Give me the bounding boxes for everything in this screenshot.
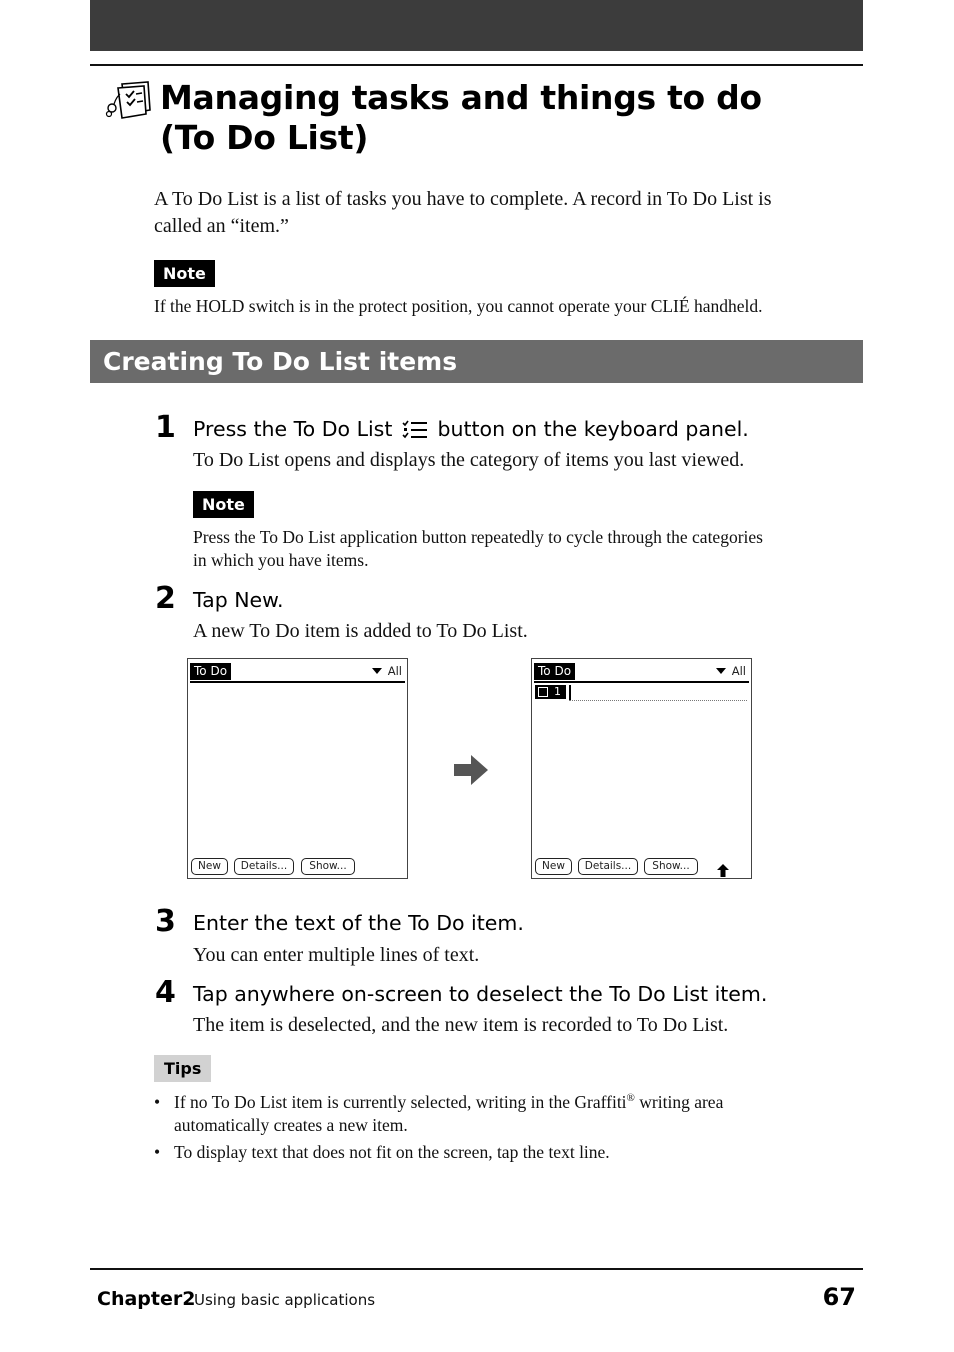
step-1-heading: [193, 415, 749, 446]
screen-before-tab[interactable]: To Do: [190, 663, 231, 680]
details-button[interactable]: Details...: [578, 858, 638, 875]
screen-after-category[interactable]: [716, 663, 746, 680]
step-1-note-line1: Press the To Do List application button repeatedly to cycle through the categories: [193, 527, 763, 547]
footer-chapter: Chapter2: [97, 1288, 196, 1310]
todo-item-priority[interactable]: 1: [554, 685, 561, 698]
tip-1-line2: automatically creates a new item.: [174, 1115, 408, 1135]
page-title-line2: (To Do List): [160, 118, 369, 157]
right-arrow-icon: [453, 754, 489, 791]
registered-mark: ®: [626, 1092, 635, 1105]
screen-before-title-bar: [190, 661, 405, 683]
step-1-note-text: [193, 526, 858, 572]
header-bar: [90, 0, 863, 51]
page-title-line1: Managing tasks and things to do: [160, 78, 762, 117]
todo-item-text-line[interactable]: [569, 700, 747, 701]
text-cursor: [569, 685, 571, 700]
new-button[interactable]: New: [191, 858, 228, 875]
step-number-2: 2: [155, 581, 176, 616]
screen-before-category[interactable]: [372, 663, 402, 680]
details-button[interactable]: Details...: [234, 858, 294, 875]
tip-item-1: [154, 1091, 844, 1139]
todo-list-button-icon: [402, 418, 428, 446]
step-number-4: 4: [155, 975, 176, 1010]
bullet-icon: •: [154, 1092, 161, 1112]
step-1-heading-before: Press the To Do List: [193, 417, 393, 441]
screen-before: [187, 658, 408, 879]
page-number: 67: [822, 1283, 856, 1311]
page-title: [160, 78, 820, 158]
dropdown-triangle-icon: [372, 668, 382, 674]
screen-after-category-label: All: [731, 664, 746, 678]
todo-list-app-icon: [104, 80, 154, 122]
todo-item-row[interactable]: [535, 685, 566, 699]
section-title: Creating To Do List items: [103, 347, 458, 376]
step-1-note-label: Note: [193, 491, 254, 518]
screen-before-category-label: All: [387, 664, 402, 678]
intro-paragraph: [154, 186, 854, 240]
tip-1-line1-after: writing area: [634, 1092, 724, 1112]
new-button[interactable]: New: [535, 858, 572, 875]
step-3-text: You can enter multiple lines of text.: [193, 944, 480, 966]
show-button[interactable]: Show...: [644, 858, 698, 875]
footer-rule: [90, 1268, 863, 1270]
step-1-text: To Do List opens and displays the category of items you last viewed.: [193, 449, 745, 471]
intro-line1: A To Do List is a list of tasks you have to complete. A record in To Do List is: [154, 188, 772, 210]
section-header: [90, 340, 863, 383]
step-1-note-line2: in which you have items.: [193, 550, 369, 570]
header-rule: [90, 64, 863, 66]
step-2-heading: Tap New.: [193, 588, 284, 612]
step-number-1: 1: [155, 410, 176, 445]
note-label: Note: [154, 260, 215, 287]
tip-1-line1-before: If no To Do List item is currently selected, writing in the Graffiti: [174, 1092, 627, 1112]
note-text: If the HOLD switch is in the protect position, you cannot operate your CLIÉ handheld.: [154, 296, 763, 316]
footer-section-title: Using basic applications: [194, 1291, 376, 1309]
dropdown-triangle-icon: [716, 668, 726, 674]
bullet-icon: •: [154, 1142, 161, 1162]
up-arrow-icon[interactable]: [717, 864, 729, 882]
screen-after: [531, 658, 752, 879]
step-4-text: The item is deselected, and the new item is recorded to To Do List.: [193, 1014, 729, 1036]
tip-item-2: [154, 1141, 844, 1165]
tip-1-line1: [174, 1091, 834, 1114]
step-4-heading: Tap anywhere on-screen to deselect the To Do List item.: [193, 982, 768, 1006]
tip-2-text: To display text that does not fit on the screen, tap the text line.: [174, 1142, 610, 1162]
show-button[interactable]: Show...: [301, 858, 355, 875]
step-2-text: A new To Do item is added to To Do List.: [193, 620, 528, 642]
tips-label: Tips: [154, 1055, 211, 1082]
screen-after-tab[interactable]: To Do: [534, 663, 575, 680]
todo-item-checkbox[interactable]: [538, 687, 548, 697]
intro-line2: called an “item.”: [154, 215, 289, 237]
step-3-heading: Enter the text of the To Do item.: [193, 911, 524, 935]
tip-1-text: [174, 1091, 834, 1137]
screen-after-title-bar: [534, 661, 749, 683]
step-1-heading-after: button on the keyboard panel.: [437, 417, 749, 441]
step-number-3: 3: [155, 904, 176, 939]
